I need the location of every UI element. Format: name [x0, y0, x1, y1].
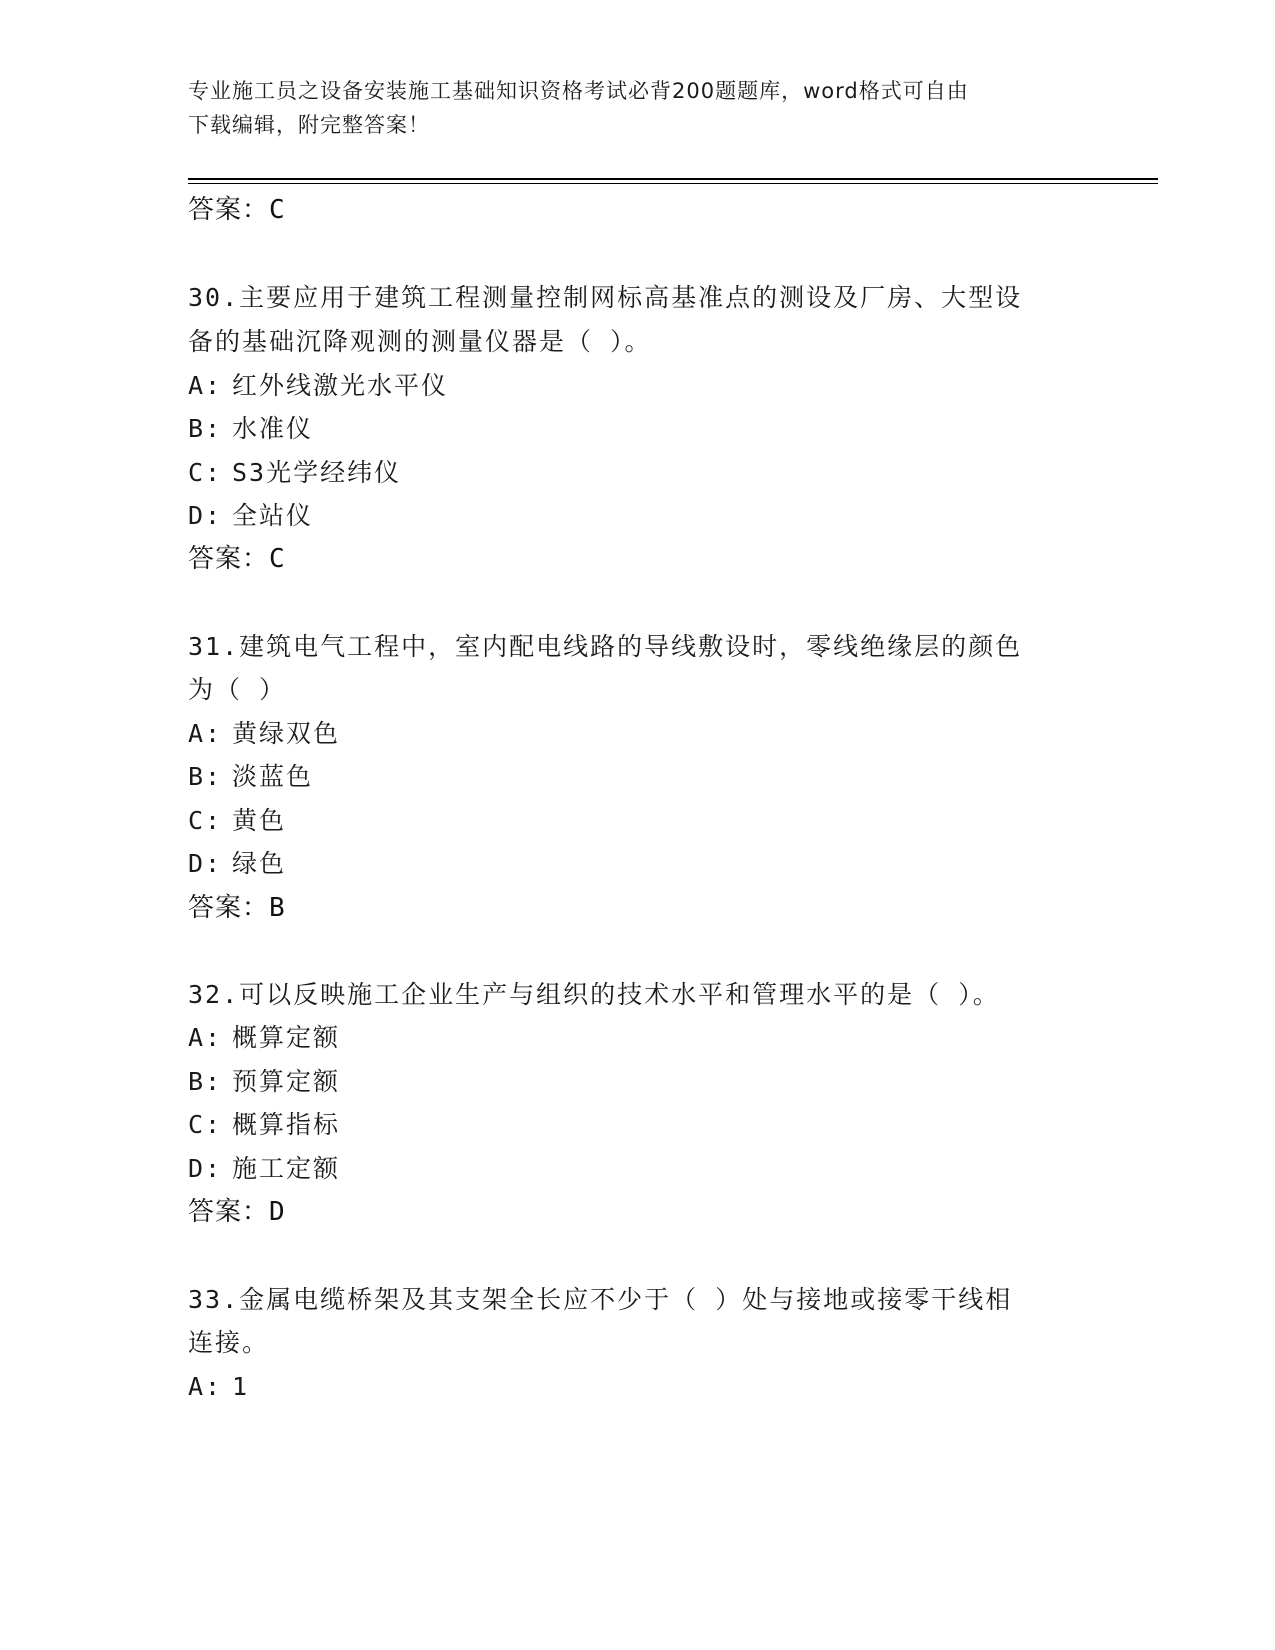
question-31-option-c [188, 805, 286, 837]
option-letter: B: [188, 762, 223, 791]
option-text: 黄色 [232, 806, 287, 835]
header-line-2: 下载编辑，附完整答案！ [188, 113, 430, 137]
document-header [188, 74, 1068, 142]
option-text: 预算定额 [232, 1067, 341, 1096]
question-32-option-a [188, 1022, 340, 1054]
question-30-stem-line-2: 备的基础沉降观测的测量仪器是（ ）。 [188, 327, 652, 356]
question-31-option-d [188, 848, 286, 880]
option-text: 淡蓝色 [232, 762, 314, 791]
option-text: 施工定额 [232, 1154, 341, 1183]
question-32-option-d [188, 1153, 340, 1185]
option-text: 概算指标 [232, 1110, 341, 1139]
question-33-option-a [188, 1371, 249, 1403]
option-letter: B: [188, 1067, 223, 1096]
header-rule-thin [188, 183, 1158, 184]
option-text: 水准仪 [232, 414, 314, 443]
question-32-option-c [188, 1109, 340, 1141]
option-letter: C: [188, 458, 223, 487]
answer-value: B [269, 893, 286, 923]
option-letter: A: [188, 371, 223, 400]
answer-label: 答案： [188, 1197, 270, 1227]
answer-line-prev [188, 194, 286, 226]
option-letter: D: [188, 1154, 223, 1183]
option-letter: B: [188, 414, 223, 443]
option-letter: A: [188, 1023, 223, 1052]
question-30-stem-line-1: 30.主要应用于建筑工程测量控制网标高基准点的测设及厂房、大型设 [188, 283, 1023, 312]
question-31-option-b [188, 761, 313, 793]
question-32-stem-line-1: 32.可以反映施工企业生产与组织的技术水平和管理水平的是（ ）。 [188, 980, 1000, 1009]
question-30-option-b [188, 413, 313, 445]
option-text: 全站仪 [232, 501, 314, 530]
question-31-answer [188, 892, 286, 924]
option-text: 概算定额 [232, 1023, 341, 1052]
option-letter: C: [188, 806, 223, 835]
option-text: 黄绿双色 [232, 719, 341, 748]
option-letter: A: [188, 1372, 223, 1401]
answer-label: 答案： [188, 544, 270, 574]
question-31-option-a [188, 718, 340, 750]
option-text: S3光学经纬仪 [232, 458, 402, 487]
option-letter: D: [188, 849, 223, 878]
question-32-option-b [188, 1066, 340, 1098]
answer-label: 答案： [188, 893, 270, 923]
question-33-stem-line-2: 连接。 [188, 1328, 270, 1357]
header-line-1: 专业施工员之设备安装施工基础知识资格考试必背200题题库，word格式可自由 [188, 79, 969, 103]
question-30-option-a [188, 370, 448, 402]
question-31-stem-line-1: 31.建筑电气工程中，室内配电线路的导线敷设时，零线绝缘层的颜色 [188, 632, 1023, 661]
answer-label: 答案： [188, 195, 270, 225]
option-text: 1 [232, 1372, 250, 1401]
answer-value: C [269, 544, 286, 574]
answer-value: D [269, 1197, 286, 1227]
option-letter: A: [188, 719, 223, 748]
option-letter: C: [188, 1110, 223, 1139]
option-letter: D: [188, 501, 223, 530]
option-text: 红外线激光水平仪 [232, 371, 449, 400]
question-30-answer [188, 543, 286, 575]
question-30-option-c [188, 457, 401, 489]
question-31-stem-line-2: 为（ ） [188, 675, 287, 704]
header-rule-thick [188, 178, 1158, 180]
question-30-option-d [188, 500, 313, 532]
option-text: 绿色 [232, 849, 287, 878]
answer-value: C [269, 195, 286, 225]
question-33-stem-line-1: 33.金属电缆桥架及其支架全长应不少于（ ）处与接地或接零干线相 [188, 1285, 1013, 1314]
question-32-answer [188, 1196, 286, 1228]
